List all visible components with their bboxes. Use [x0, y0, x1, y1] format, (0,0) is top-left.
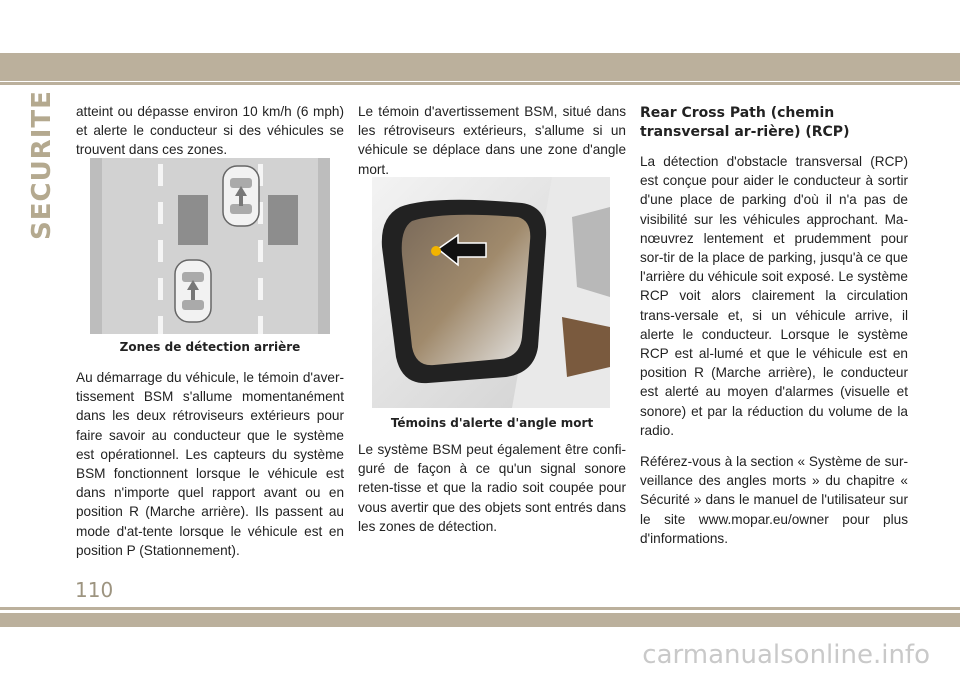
section-tab: [22, 90, 62, 240]
footer-band: [0, 613, 960, 627]
section-title: SECURITE: [27, 90, 57, 240]
header-band: [0, 53, 960, 81]
column-2-lower: [358, 440, 626, 548]
column-1-lower: [76, 368, 344, 572]
figure-2-caption: Témoins d'alerte d'angle mort: [390, 416, 594, 430]
mirror-warning-photo: [372, 177, 610, 408]
col2-paragraph-1: Le témoin d'avertissement BSM, situé dans les rétroviseurs extérieurs, s'allume si un véhicule se déplace dans une zone d'angle mort.: [358, 104, 626, 177]
col3-paragraph-2: Référez-vous à la section « Système de sur-veillance des angles morts » du chapitre « Sécurité » dans le manuel de l'utilisateur sur le site www.mopar.eu/owner pour plus d'informations.: [640, 454, 908, 546]
rcp-heading: Rear Cross Path (chemin transversal ar-rière) (RCP): [640, 105, 850, 140]
col2-paragraph-2: Le système BSM peut également être confi-guré de façon à ce qu'un signal sonore reten-tisse et que la radio soit coupée pour vous avertir que des objets sont entrés dans les zones de détection.: [358, 442, 626, 534]
col3-paragraph-1: La détection d'obstacle transversal (RCP) est conçue pour aider le conducteur à sortir d'une place de parking d'où il n'a pas de visibilité sur les véhicules approchant. Ma-nœuvrez lentement et prudemment pour sor-tir de la place de parking, jusqu'à ce que l'arrière du véhicule soit exposé. Le système RCP voit alors clairement la circulation trans-versale et, si un véhicule arrive, il alerte le conducteur. Lorsque le système RCP est al-lumé et que le véhicule est en position R (Marche arrière), le conducteur est alerté au moyen d'alarmes (visuelle et sonore) et par la réduction du volume de la radio.: [640, 154, 908, 438]
header-rule: [0, 82, 960, 85]
right-detection-zone: [268, 195, 298, 245]
detection-zones-diagram: [90, 158, 330, 334]
watermark: carmanualsonline.info: [642, 640, 930, 670]
col1-paragraph-1: atteint ou dépasse environ 10 km/h (6 mph) et alerte le conducteur si des véhicules se trouvent dans ces zones.: [76, 104, 344, 158]
col1-paragraph-2: Au démarrage du véhicule, le témoin d'aver-tissement BSM s'allume momentanément dans les deux rétroviseurs extérieurs pour faire savoir au conducteur que le système est opérationnel. Les capteurs du système BSM fonctionnent lorsque le véhicule est dans n'importe quel rapport avant ou en position R (Marche arrière). Ils passent au mode d'at-tente lorsque le véhicule est en position P (Stationnement).: [76, 370, 344, 558]
left-detection-zone: [178, 195, 208, 245]
column-3: [640, 104, 908, 560]
page-number: 110: [75, 578, 114, 602]
car-rear-icon: [175, 260, 211, 322]
car-front-icon: [223, 166, 259, 226]
footer-rule: [0, 607, 960, 610]
figure-1-caption: Zones de détection arrière: [119, 340, 301, 354]
